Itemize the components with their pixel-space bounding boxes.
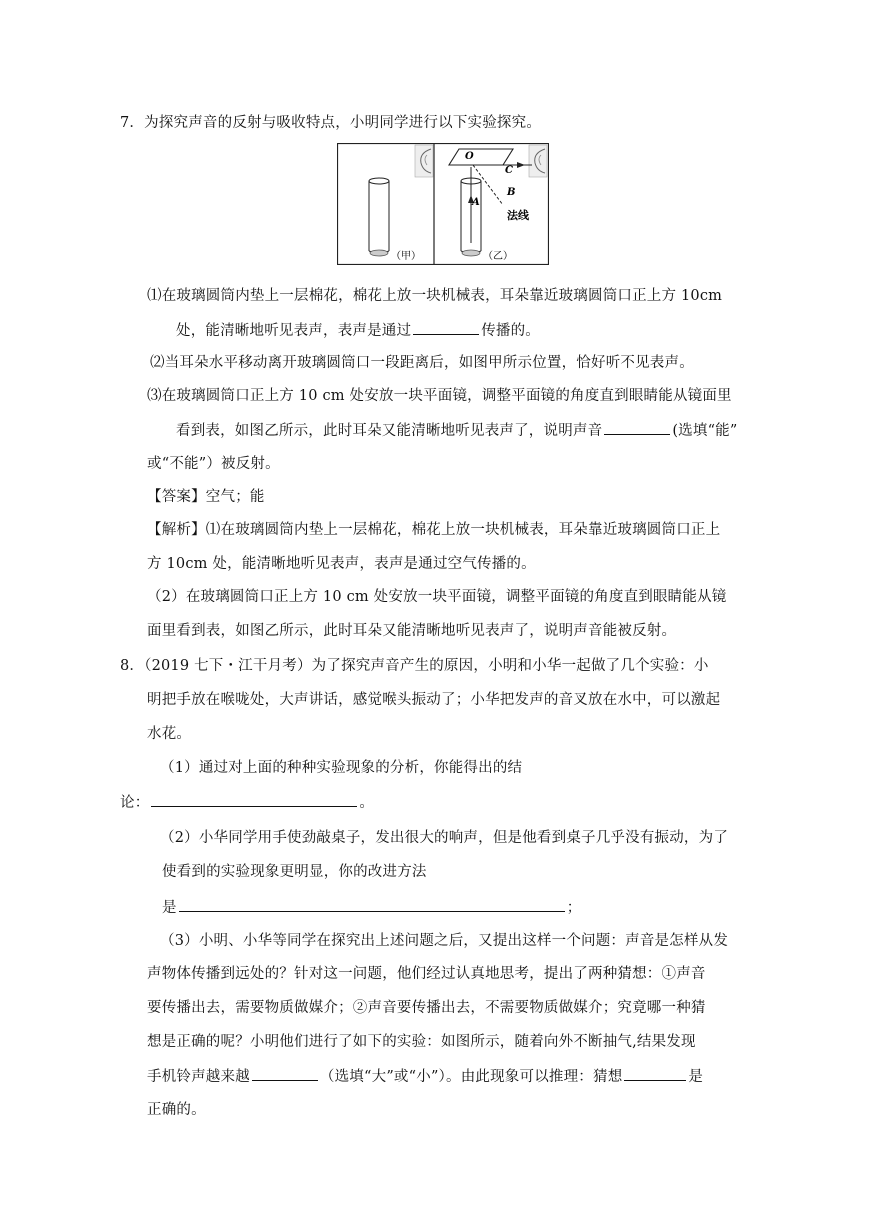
q8-sub1-text-b: 。 (359, 795, 375, 811)
label-yi: （乙） (483, 251, 513, 262)
q8-sub2-text-a: 是 (162, 900, 177, 916)
q7-part3-text-b: (选填“能” (672, 423, 738, 439)
q8-sub2-text-b: ； (566, 900, 582, 916)
q8-sub1-text-a: 论： (120, 795, 150, 811)
answer-blank[interactable] (413, 320, 479, 335)
q8-sub3-line6: 正确的。 (147, 1102, 206, 1118)
experiment-figure (337, 143, 549, 265)
q7-explanation-line2: 方 10cm 处，能清晰地听见表声，表声是通过空气传播的。 (147, 556, 536, 572)
label-B: B (507, 187, 516, 198)
q7-explanation-line3: （2）在玻璃圆筒口正上方 10 cm 处安放一块平面镜，调整平面镜的角度直到眼睛能从镜 (147, 589, 727, 605)
q7-part1-line2 (176, 320, 540, 341)
q8-sub2-line3 (162, 897, 581, 918)
q8-sub3-line1: （3）小明、小华等同学在探究出上述问题之后，又提出这样一个问题：声音是怎样从发 (160, 933, 729, 949)
label-jia: （甲） (391, 251, 421, 262)
answer-blank[interactable] (252, 1066, 318, 1081)
q7-part3-line2 (176, 420, 738, 441)
answer-blank[interactable] (151, 792, 357, 807)
q7-part3-text-a: 看到表，如图乙所示，此时耳朵又能清晰地听见表声了，说明声音 (176, 423, 603, 439)
q8-sub3-text-a: 手机铃声越来越 (147, 1069, 250, 1085)
q7-title: 7．为探究声音的反射与吸收特点，小明同学进行以下实验探究。 (120, 115, 542, 131)
q8-sub3-line5 (147, 1066, 703, 1087)
q8-sub1-line1: （1）通过对上面的种种实验现象的分析，你能得出的结 (160, 760, 523, 776)
q7-part3-line3: 或“不能”）被反射。 (147, 456, 280, 472)
q8-sub3-line2: 声物体传播到远处的？针对这一问题，他们经过认真地思考，提出了两种猜想：①声音 (147, 966, 706, 982)
q8-sub3-text-b: （选填“大”或“小”）。由此现象可以推理：猜想 (319, 1069, 623, 1085)
ear-icon (415, 145, 433, 177)
q7-part1-text-b: 传播的。 (481, 323, 541, 339)
label-A: A (472, 197, 480, 208)
label-faxian: 法线 (507, 209, 529, 222)
label-C: C (505, 165, 513, 176)
plane-mirror (449, 149, 513, 165)
q8-sub3-line3: 要传播出去，需要物质做媒介；②声音要传播出去，不需要物质做媒介；究竟哪一种猜 (147, 1000, 706, 1016)
answer-blank[interactable] (624, 1066, 686, 1081)
q8-sub1-line2 (120, 792, 374, 813)
q8-sub2-line2: 使看到的实验现象更明显，你的改进方法 (162, 864, 427, 880)
answer-blank[interactable] (604, 420, 670, 435)
q7-explanation-line1: 【解析】⑴在玻璃圆筒内垫上一层棉花，棉花上放一块机械表，耳朵靠近玻璃圆筒口正上 (147, 522, 721, 538)
q7-part1-text-a: 处，能清晰地听见表声，表声是通过 (176, 323, 412, 339)
label-O: O (465, 151, 474, 162)
answer-blank[interactable] (179, 897, 565, 912)
q8-line2: 明把手放在喉咙处，大声讲话，感觉喉头振动了；小华把发声的音叉放在水中，可以激起 (147, 692, 721, 708)
q8-line3: 水花。 (147, 726, 192, 742)
q8-sub3-line4: 想是正确的呢？小明他们进行了如下的实验：如图所示，随着向外不断抽气,结果发现 (147, 1034, 696, 1050)
q8-sub3-text-c: 是 (688, 1069, 704, 1085)
q7-part3-line1: ⑶在玻璃圆筒口正上方 10 cm 处安放一块平面镜，调整平面镜的角度直到眼睛能从镜面里 (147, 388, 732, 404)
q8-line1: 8．（2019 七下・江干月考）为了探究声音产生的原因，小明和小华一起做了几个实验：小 (120, 658, 709, 674)
q7-explanation-line4: 面里看到表，如图乙所示，此时耳朵又能清晰地听见表声了，说明声音能被反射。 (147, 623, 677, 639)
q8-sub2-line1: （2）小华同学用手使劲敲桌子，发出很大的响声，但是他看到桌子几乎没有振动，为了 (160, 830, 729, 846)
q7-part2: ⑵当耳朵水平移动离开玻璃圆筒口一段距离后，如图甲所示位置，恰好听不见表声。 (150, 355, 694, 371)
ear-icon (529, 145, 547, 177)
q7-part1-line1: ⑴在玻璃圆筒内垫上一层棉花，棉花上放一块机械表，耳朵靠近玻璃圆筒口正上方 10cm (147, 288, 723, 304)
q7-answer: 【答案】空气；能 (147, 489, 265, 505)
